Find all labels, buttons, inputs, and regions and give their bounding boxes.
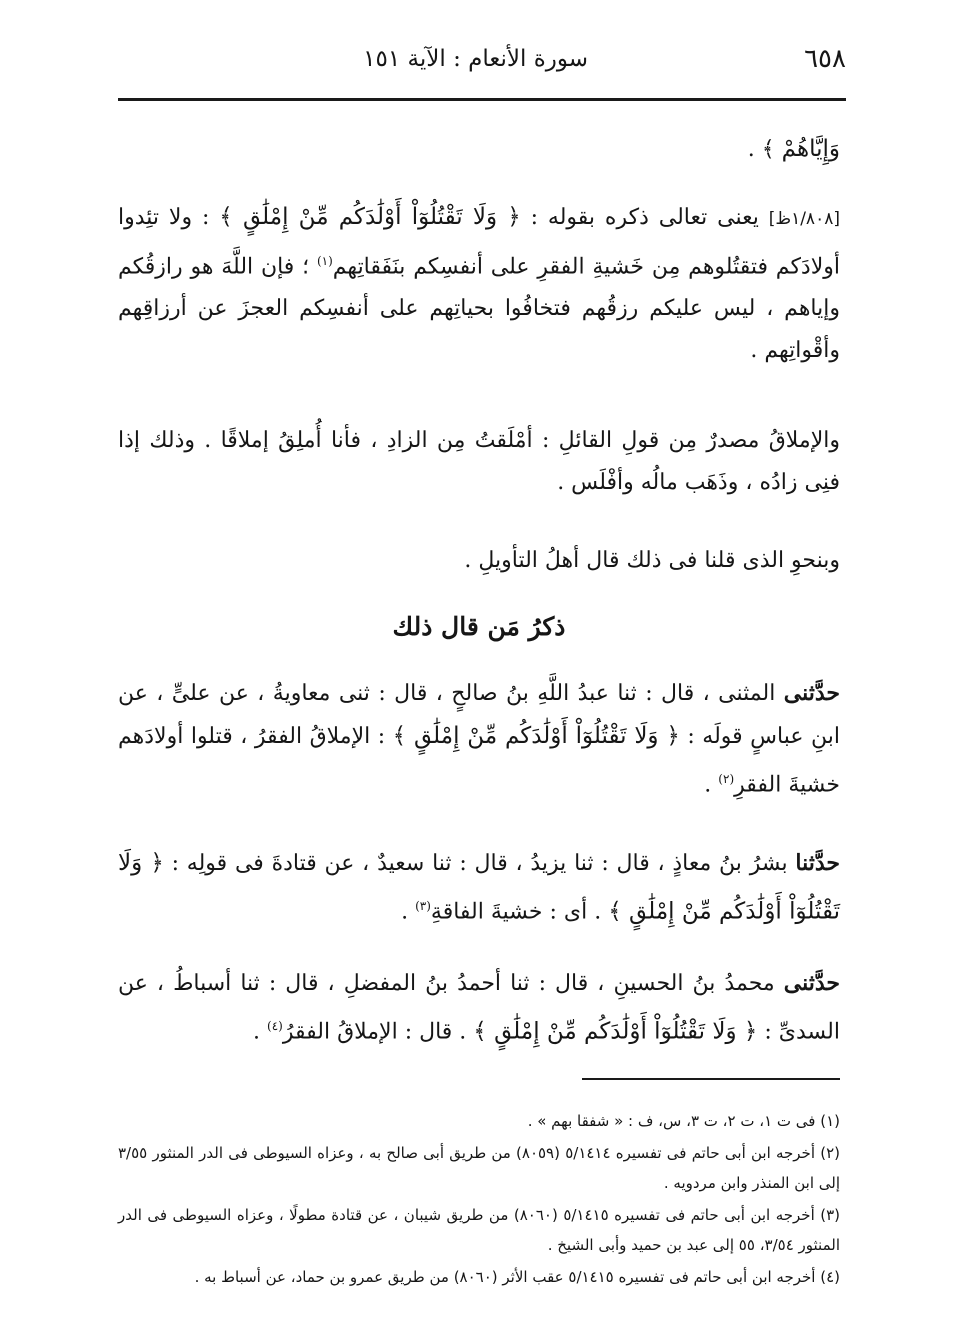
narration-3-tail: . قال : الإملاقُ الفقرُ	[282, 1019, 467, 1045]
paragraph-2	[118, 420, 840, 504]
footnote-ref-3: (٣)	[415, 899, 431, 913]
narration-1-end: .	[704, 772, 712, 798]
footnote-ref-2: (٢)	[718, 772, 735, 786]
narration-1-tail: : الإملاقُ الفقرُ ، قتلوا أولادَهم خشيةَ الفقرِ	[118, 724, 840, 798]
para2-text: والإملاقُ مصدرٌ مِن قولِ القائلِ : أمْلَقتُ مِن الزادِ ، فأنا أُملِقُ إملاقًا . وذلك إذا فنِى زادُه ، وذَهَب مالُه وأفْلَس .	[118, 428, 840, 495]
narration-1	[118, 672, 840, 806]
narration-3-verse: ﴿ وَلَا تَقْتُلُوٓاْ أَوْلَٰدَكُم مِّنْ إِمْلَٰقٍ ﴾	[473, 1018, 758, 1045]
narration-3-end: .	[253, 1019, 261, 1045]
narration-2-tail: . أى : خشيةَ الفاقةِ	[430, 899, 602, 925]
narration-3-lead: حدَّثنى	[783, 970, 840, 996]
para1-intro: يعنى تعالى ذكره بقوله :	[530, 205, 759, 230]
narration-1-verse: ﴿ وَلَا تَقْتُلُوٓاْ أَوْلَٰدَكُم مِّنْ إِمْلَٰقٍ ﴾	[392, 723, 680, 749]
section-heading: ذكرُ مَن قال ذلك	[392, 612, 566, 641]
footnote-ref-4: (٤)	[267, 1019, 283, 1033]
running-title: سورة الأنعام : الآية ١٥١	[363, 46, 588, 72]
footnote-1: (١) فى ت ١، ت ٢، ت ٣، س، ف : « شفقا بهم » .	[527, 1112, 840, 1130]
manuscript-ref: [١/٨٠٨ظ]	[768, 209, 840, 229]
narration-1-chain: المثنى ، قال : ثنا عبدُ اللَّهِ بنُ صالحٍ ، قال : ثنى معاويةُ ، عن علىٍّ ، عن ابنِ عباسٍ قولَه :	[118, 681, 841, 749]
narration-2-verse: ﴿ وَلَا تَقْتُلُوٓاْ أَوْلَٰدَكُم مِّنْ إِمْلَٰقٍ ﴾	[118, 850, 840, 925]
narration-3-chain: محمدُ بنُ الحسينِ ، قال : ثنا أحمدُ بنُ المفضلِ ، قال : ثنا أسباطُ ، عن السدىِّ :	[118, 971, 840, 1045]
opening-verse-end: ﴾ .	[747, 137, 775, 162]
paragraph-3	[118, 540, 840, 582]
narration-2-end: .	[401, 899, 409, 925]
opening-verse: وَإِيَّاهُمْ	[781, 136, 840, 162]
header-rule	[118, 98, 846, 101]
para1-text: : ولا تئِدوا أولادَكم فتقتُلوهم مِن خَشيةِ الفقرِ على أنفسِكم بنَفَقاتِهم	[118, 205, 840, 280]
narration-2-lead: حدَّثنا	[795, 850, 840, 876]
narration-1-lead: حدَّثنى	[783, 680, 840, 706]
para1-verse: ﴿ وَلَا تَقْتُلُوٓاْ أَوْلَٰدَكُم مِّنْ إِمْلَٰقٍ ﴾	[219, 204, 521, 230]
page-header	[118, 40, 846, 80]
para3-text: وبنحوِ الذى قلنا فى ذلك قال أهلُ التأويلِ .	[464, 548, 840, 573]
footnote-ref-1: (١)	[316, 254, 333, 268]
footnote-2: (٢) أخرجه ابن أبى حاتم فى تفسيره ٥/١٤١٤ (٨٠٥٩) من طريق أبى صالح به ، وعزاه السيوطى فى الدر المنثور ٣/٥٥ إلى ابن المنذر وابن مردويه .	[118, 1144, 840, 1192]
footnote-3: (٣) أخرجه ابن أبى حاتم فى تفسيره ٥/١٤١٥ (٨٠٦٠) من طريق شيبان ، عن قتادة مطولًا ، وعزاه السيوطى فى الدر المنثور ٣/٥٤، ٥٥ إلى عبد بن حميد وأبى الشيخ .	[118, 1206, 841, 1254]
opening-verse-line	[118, 128, 840, 171]
narration-2-chain: بشرُ بنُ معاذٍ ، قال : ثنا يزيدُ ، قال : ثنا سعيدٌ ، عن قتادةَ فى قولِه :	[171, 851, 788, 876]
para1-text-2: ؛ فإن اللَّهَ هو رازقُكم وإياهم ، ليس عليكم رزقُهم فتخافُوا بحياتِهم على أنفسِكم العجزَ عن أرزاقِهم وأقْواتِهم .	[118, 254, 840, 364]
footnote-rule	[582, 1078, 840, 1080]
footnotes	[118, 1106, 840, 1294]
narration-3	[118, 962, 840, 1053]
paragraph-1	[118, 196, 840, 372]
narration-2	[118, 842, 840, 933]
page-number: ٦٥٨	[804, 44, 846, 74]
footnote-4: (٤) أخرجه ابن أبى حاتم فى تفسيره ٥/١٤١٥ عقب الأثر (٨٠٦٠) من طريق عمرو بن حماد، عن أسباط به .	[194, 1268, 840, 1286]
